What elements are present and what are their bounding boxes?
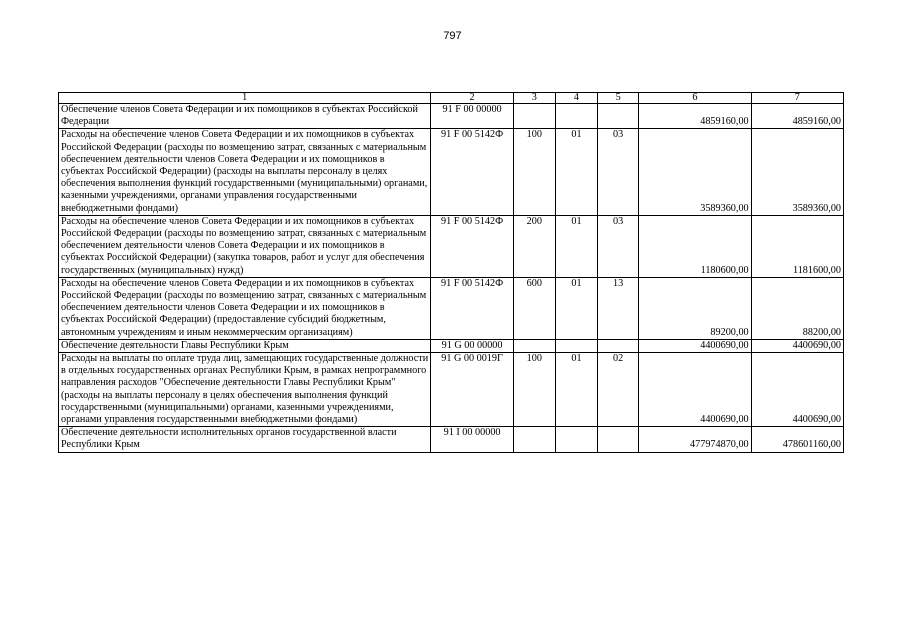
header-col-5: 5 bbox=[598, 93, 639, 104]
table-row bbox=[59, 353, 844, 427]
row-pr: 02 bbox=[598, 353, 639, 427]
row-amount-1: 3589360,00 bbox=[639, 129, 751, 215]
row-rz: 01 bbox=[555, 277, 597, 339]
row-code: 91 F 00 5142Ф bbox=[431, 277, 513, 339]
row-pr bbox=[598, 104, 639, 129]
row-vr: 200 bbox=[513, 215, 555, 277]
table-row bbox=[59, 339, 844, 352]
row-name: Расходы на обеспечение членов Совета Федерации и их помощников в субъектах Российской Федерации (расходы по возмещению затрат, связанных с материальным обеспечением деятельности членов Совета Федерации и их помощников в субъектах Российской Федерации) (предоставление субсидий бюджетным, автономным учреждениям и иным некоммерческим организациям) bbox=[59, 277, 431, 339]
row-amount-2: 3589360,00 bbox=[751, 129, 843, 215]
row-amount-1: 477974870,00 bbox=[639, 427, 751, 452]
table-row bbox=[59, 104, 844, 129]
row-pr: 03 bbox=[598, 129, 639, 215]
header-col-1: 1 bbox=[59, 93, 431, 104]
row-name: Обеспечение деятельности исполнительных органов государственной власти Республики Крым bbox=[59, 427, 431, 452]
table-row bbox=[59, 129, 844, 215]
row-pr: 13 bbox=[598, 277, 639, 339]
row-pr: 03 bbox=[598, 215, 639, 277]
row-code: 91 G 00 0019Г bbox=[431, 353, 513, 427]
budget-table bbox=[58, 92, 844, 453]
row-rz bbox=[555, 427, 597, 452]
row-vr bbox=[513, 104, 555, 129]
row-code: 91 F 00 00000 bbox=[431, 104, 513, 129]
page-number: 797 bbox=[443, 30, 462, 42]
table-row bbox=[59, 277, 844, 339]
row-name: Расходы на обеспечение членов Совета Федерации и их помощников в субъектах Российской Федерации (расходы по возмещению затрат, связанных с материальным обеспечением деятельности членов Совета Федерации и их помощников в субъектах Российской Федерации) (расходы на выплаты персоналу в целях обеспечения выполнения функций государственными (муниципальными) органами, казенными учреждениями, органами управления государственными внебюджетными фондами) bbox=[59, 129, 431, 215]
row-amount-1: 4400690,00 bbox=[639, 339, 751, 352]
table-row bbox=[59, 215, 844, 277]
row-vr bbox=[513, 339, 555, 352]
row-vr: 100 bbox=[513, 129, 555, 215]
row-amount-1: 4400690,00 bbox=[639, 353, 751, 427]
table-row bbox=[59, 427, 844, 452]
row-amount-2: 478601160,00 bbox=[751, 427, 843, 452]
header-col-4: 4 bbox=[555, 93, 597, 104]
row-code: 91 F 00 5142Ф bbox=[431, 215, 513, 277]
header-col-2: 2 bbox=[431, 93, 513, 104]
row-name: Обеспечение членов Совета Федерации и их помощников в субъектах Российской Федерации bbox=[59, 104, 431, 129]
row-rz: 01 bbox=[555, 215, 597, 277]
row-amount-1: 4859160,00 bbox=[639, 104, 751, 129]
row-amount-2: 1181600,00 bbox=[751, 215, 843, 277]
row-rz bbox=[555, 339, 597, 352]
row-vr bbox=[513, 427, 555, 452]
row-amount-1: 1180600,00 bbox=[639, 215, 751, 277]
row-amount-1: 89200,00 bbox=[639, 277, 751, 339]
row-rz bbox=[555, 104, 597, 129]
row-pr bbox=[598, 427, 639, 452]
header-col-3: 3 bbox=[513, 93, 555, 104]
row-code: 91 G 00 00000 bbox=[431, 339, 513, 352]
row-name: Расходы на обеспечение членов Совета Федерации и их помощников в субъектах Российской Федерации (расходы по возмещению затрат, связанных с материальным обеспечением деятельности членов Совета Федерации и их помощников в субъектах Российской Федерации) (закупка товаров, работ и услуг для обеспечения государственных (муниципальных) нужд) bbox=[59, 215, 431, 277]
row-name: Расходы на выплаты по оплате труда лиц, замещающих государственные должности в отдельных государственных органах Республики Крым, в рамках непрограммного направления расходов "Обеспечение деятельности Главы Республики Крым" (расходы на выплаты персоналу в целях обеспечения выполнения функций государственными (муниципальными) органами, казенными учреждениями, органами управления государственными внебюджетными фондами) bbox=[59, 353, 431, 427]
header-col-6: 6 bbox=[639, 93, 751, 104]
row-pr bbox=[598, 339, 639, 352]
header-col-7: 7 bbox=[751, 93, 843, 104]
row-code: 91 F 00 5142Ф bbox=[431, 129, 513, 215]
row-amount-2: 88200,00 bbox=[751, 277, 843, 339]
row-amount-2: 4400690,00 bbox=[751, 353, 843, 427]
row-rz: 01 bbox=[555, 353, 597, 427]
row-amount-2: 4400690,00 bbox=[751, 339, 843, 352]
row-rz: 01 bbox=[555, 129, 597, 215]
row-vr: 600 bbox=[513, 277, 555, 339]
row-amount-2: 4859160,00 bbox=[751, 104, 843, 129]
row-vr: 100 bbox=[513, 353, 555, 427]
row-name: Обеспечение деятельности Главы Республики Крым bbox=[59, 339, 431, 352]
row-code: 91 I 00 00000 bbox=[431, 427, 513, 452]
header-row bbox=[59, 93, 844, 104]
